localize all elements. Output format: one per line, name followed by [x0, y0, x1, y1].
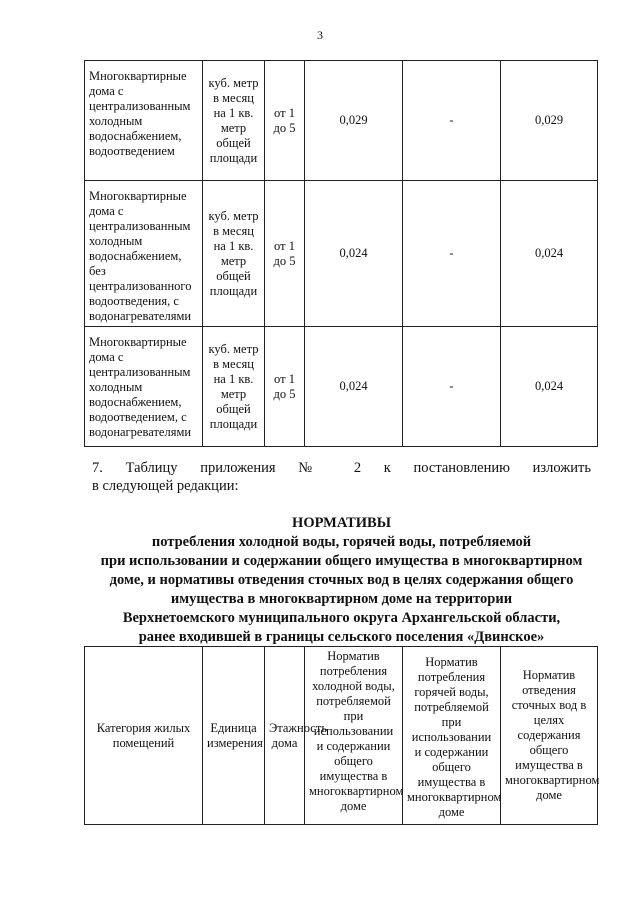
section-heading [92, 514, 591, 647]
cold-water-norm: 0,024 [305, 181, 403, 327]
category-cell: Многоквартирные дома с централизованным холодным водоснабжением, без централизованного водоотведения, с водонагревателями [85, 181, 203, 327]
table-header-row [85, 647, 598, 825]
paragraph-item-7: 7. Таблицу приложения № 2 к постановлению изложить [92, 460, 591, 476]
drainage-norm: 0,024 [501, 327, 598, 447]
heading-title: НОРМАТИВЫ [292, 515, 391, 531]
cold-water-norm: 0,024 [305, 327, 403, 447]
page-number: 3 [317, 28, 323, 42]
table-row [85, 61, 598, 181]
floors-cell: от 1 до 5 [265, 181, 305, 327]
header-floors: Этажность дома [265, 647, 305, 825]
floors-cell: от 1 до 5 [265, 327, 305, 447]
header-cold-water: Норматив потребления холодной воды, потребляемой при использовании и содержании общего имущества в многоквартирном доме [305, 647, 403, 825]
header-drainage: Норматив отведения сточных вод в целях содержания общего имущества в многоквартирном доме [501, 647, 598, 825]
header-category: Категория жилых помещений [85, 647, 203, 825]
norms-table [84, 646, 598, 825]
heading-line: имущества в многоквартирном доме на территории [170, 591, 513, 607]
drainage-norm: 0,029 [501, 61, 598, 181]
heading-line: при использовании и содержании общего имущества в многоквартирном [100, 553, 583, 569]
unit-cell: куб. метр в месяц на 1 кв. метр общей площади [203, 181, 265, 327]
category-cell: Многоквартирные дома с централизованным холодным водоснабжением, водоотведением, с водонагревателями [85, 327, 203, 447]
hot-water-norm: - [403, 61, 501, 181]
header-unit: Единица измерения [203, 647, 265, 825]
cold-water-norm: 0,029 [305, 61, 403, 181]
heading-line: потребления холодной воды, горячей воды, потребляемой [151, 534, 532, 550]
table-row [85, 181, 598, 327]
floors-cell: от 1 до 5 [265, 61, 305, 181]
paragraph-item-7-continued: в следующей редакции: [92, 478, 239, 494]
heading-line: ранее входившей в границы сельского поселения «Двинское» [138, 629, 545, 645]
unit-cell: куб. метр в месяц на 1 кв. метр общей площади [203, 61, 265, 181]
heading-line: доме, и нормативы отведения сточных вод в целях содержания общего [109, 572, 574, 588]
hot-water-norm: - [403, 327, 501, 447]
norms-table-continued [84, 60, 598, 447]
table-row [85, 327, 598, 447]
category-cell: Многоквартирные дома с централизованным холодным водоснабжением, водоотведением [85, 61, 203, 181]
unit-cell: куб. метр в месяц на 1 кв. метр общей площади [203, 327, 265, 447]
hot-water-norm: - [403, 181, 501, 327]
heading-line: Верхнетоемского муниципального округа Архангельской области, [122, 610, 561, 626]
header-hot-water: Норматив потребления горячей воды, потребляемой при использовании и содержании общего имущества в многоквартирном доме [403, 647, 501, 825]
drainage-norm: 0,024 [501, 181, 598, 327]
